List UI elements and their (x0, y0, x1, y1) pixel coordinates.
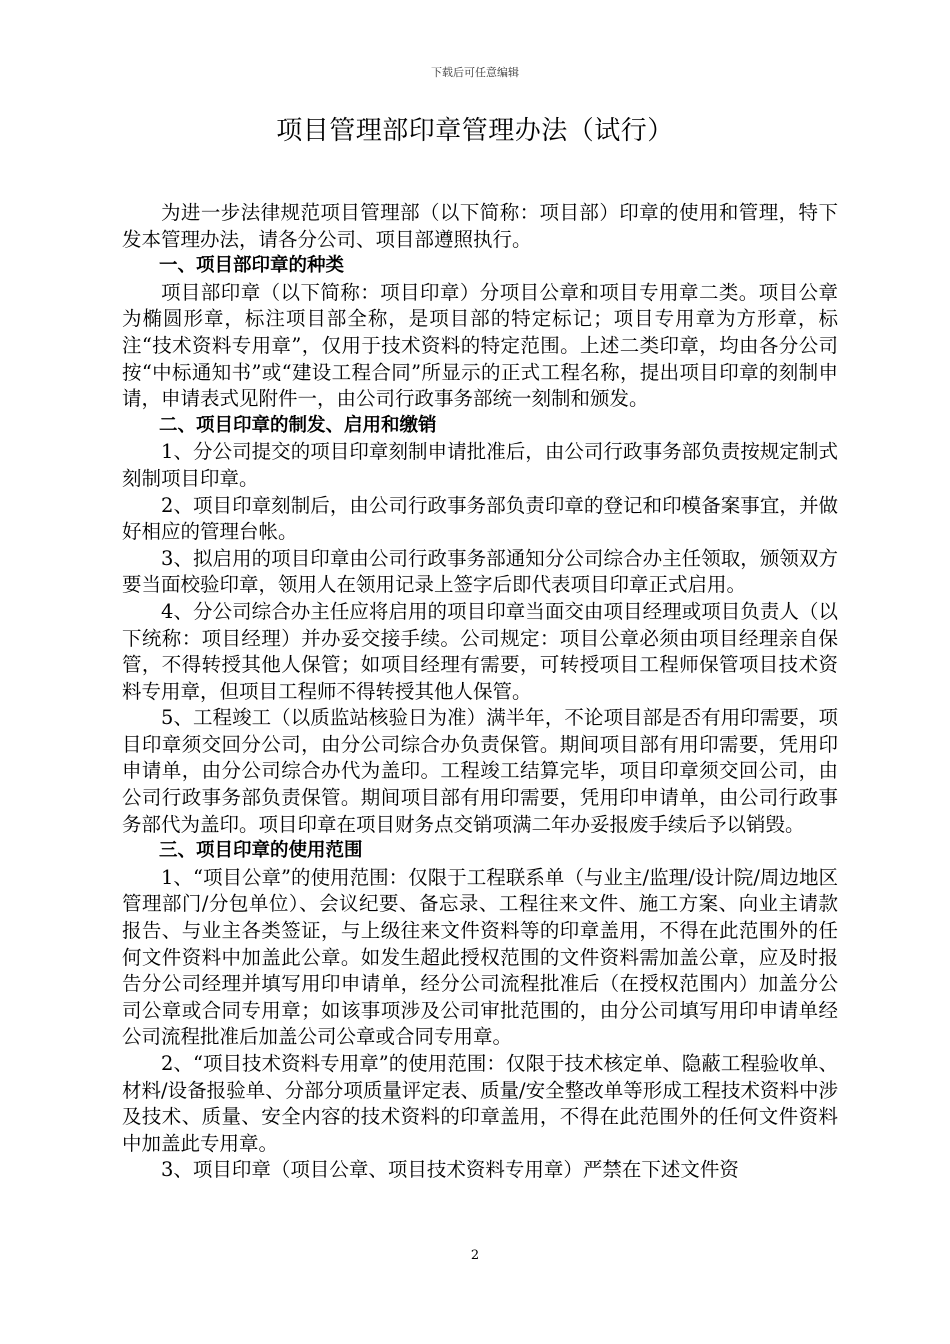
section-heading-1: 一、项目部印章的种类 (159, 255, 345, 277)
section-2-item-5: 5、工程竣工（以质监站核验日为准）满半年，不论项目部是否有用印需要，项目印章须交回分公司，由分公司综合办负责保管。期间项目部有用印需要，凭用印申请单，由分公司综合办代为盖印。工程竣工结算完毕，项目印章须交回公司，由公司行政事务部负责保管。期间项目部有用印需要，凭用印申请单，由公司行政事务部代为盖印。项目印章在项目财务点交销项满二年办妥报废手续后予以销毁。 (122, 706, 838, 836)
page-number: 2 (470, 1248, 480, 1263)
section-2-item-1: 1、分公司提交的项目印章刻制申请批准后，由公司行政事务部负责按规定制式刻制项目印章。 (122, 440, 838, 490)
section-3-item-1: 1、“项目公章”的使用范围：仅限于工程联系单（与业主/监理/设计院/周边地区管理部门/分包单位）、会议纪要、备忘录、工程往来文件、施工方案、向业主请款报告、与业主各类签证，与上级往来文件资料等的印章盖用，不得在此范围外的任何文件资料中加盖此公章。如发生超此授权范围的文件资料需加盖公章，应及时报告分公司经理并填写用印申请单，经分公司流程批准后（在授权范围内）加盖分公司公章或合同专用章；如该事项涉及公司审批范围的，由分公司填写用印申请单经公司流程批准后加盖公司公章或合同专用章。 (122, 865, 838, 1049)
section-3-item-3: 3、项目印章（项目公章、项目技术资料专用章）严禁在下述文件资 (161, 1158, 739, 1182)
section-2-item-3: 3、拟启用的项目印章由公司行政事务部通知分公司综合办主任领取，颁领双方要当面校验印章，领用人在领用记录上签字后即代表项目印章正式启用。 (122, 546, 838, 597)
section-3-item-2: 2、“项目技术资料专用章”的使用范围：仅限于技术核定单、隐蔽工程验收单、材料/设备报验单、分部分项质量评定表、质量/安全整改单等形成工程技术资料中涉及技术、质量、安全内容的技术资料的印章盖用，不得在此范围外的任何文件资料中加盖此专用章。 (122, 1052, 838, 1155)
document-title: 项目管理部印章管理办法（试行） (276, 116, 674, 146)
section-2-item-2: 2、项目印章刻制后，由公司行政事务部负责印章的登记和印模备案事宜，并做好相应的管理台帐。 (122, 493, 838, 544)
section-1-paragraph: 项目部印章（以下简称：项目印章）分项目公章和项目专用章二类。项目公章为椭圆形章，标注项目部全称，是项目部的特定标记；项目专用章为方形章，标注“技术资料专用章”，仅用于技术资料的特定范围。上述二类印章，均由各分公司按“中标通知书”或“建设工程合同”所显示的正式工程名称，提出项目印章的刻制申请，申请表式见附件一，由公司行政事务部统一刻制和颁发。 (122, 280, 838, 411)
document-body (122, 200, 838, 1184)
section-2-item-4: 4、分公司综合办主任应将启用的项目印章当面交由项目经理或项目负责人（以下统称：项目经理）并办妥交接手续。公司规定：项目公章必须由项目经理亲自保管，不得转授其他人保管；如项目经理有需要，可转授项目工程师保管项目技术资料专用章，但项目工程师不得转授其他人保管。 (122, 599, 838, 703)
section-heading-2: 二、项目印章的制发、启用和缴销 (159, 414, 437, 436)
page-header-note: 下载后可任意编辑 (431, 66, 519, 79)
intro-paragraph: 为进一步法律规范项目管理部（以下简称：项目部）印章的使用和管理，特下发本管理办法，请各分公司、项目部遵照执行。 (122, 201, 838, 251)
section-heading-3: 三、项目印章的使用范围 (159, 840, 363, 862)
